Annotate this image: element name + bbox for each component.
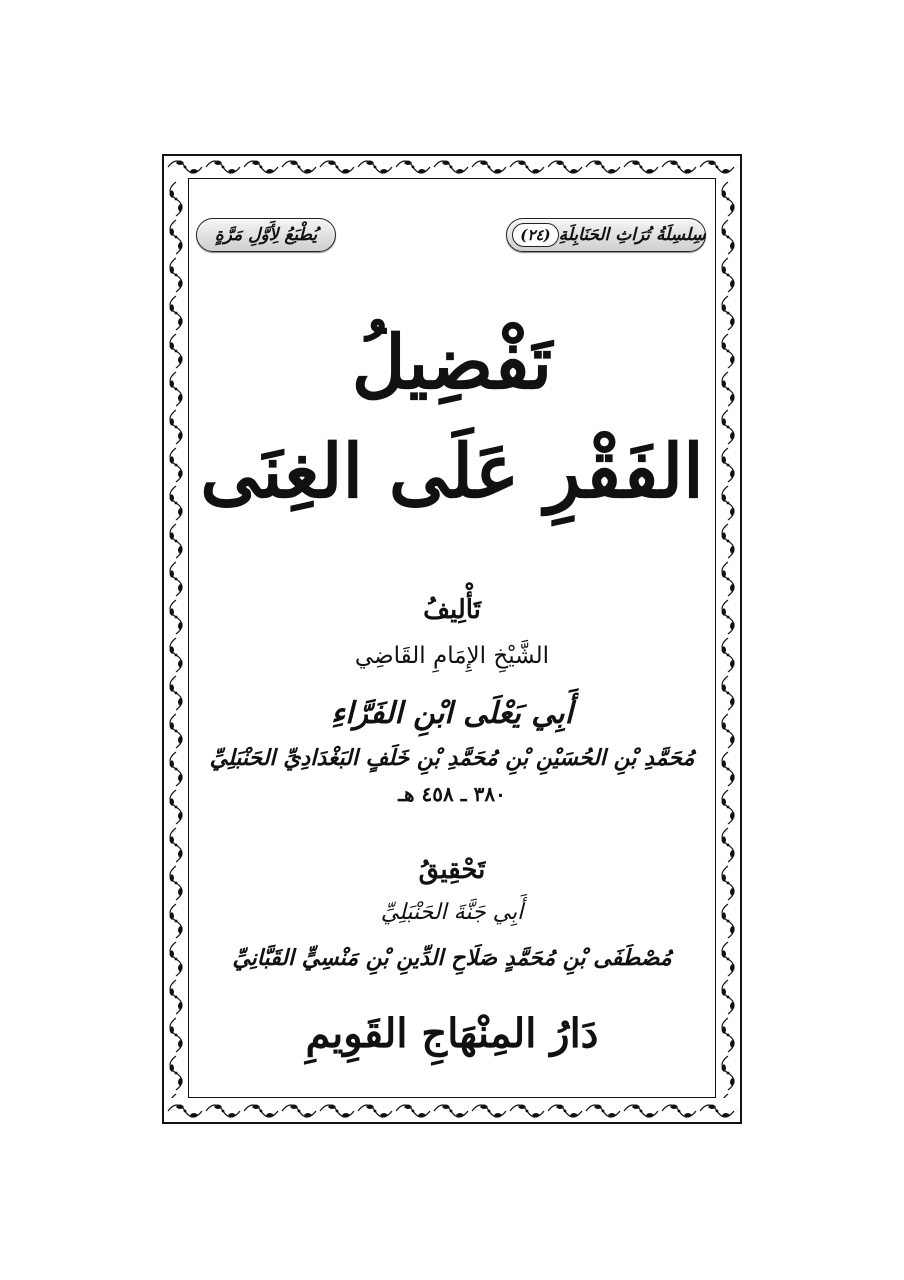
ornament-border-right <box>717 180 739 1098</box>
publisher-name: دَارُ المِنْهَاجِ القَوِيمِ <box>305 1010 599 1057</box>
editor-kunya: أَبِي جَنَّةَ الحَنْبَلِيِّ <box>380 900 524 925</box>
author-honorific: الشَّيْخِ الإِمَامِ القَاضِي <box>354 643 550 669</box>
first-print-badge <box>196 218 336 252</box>
editor-name: مُصْطَفَى بْنِ مُحَمَّدٍ صَلَاحِ الدِّينِ بْنِ مَنْسِيٍّ القَبَّانِيِّ <box>232 945 672 971</box>
authorship-label: تَأْلِيفُ <box>423 595 481 625</box>
author-name: أَبِي يَعْلَى ابْنِ الفَرَّاءِ <box>331 696 573 731</box>
author-years: ٣٨٠ ـ ٤٥٨ هـ <box>398 782 506 806</box>
book-title-line-2: الفَقْرِ عَلَى الغِنَى <box>200 429 704 515</box>
editor-label: تَحْقِيقُ <box>418 855 486 885</box>
series-label: سِلسِلَةُ تُرَاثِ الحَنَابِلَةِ <box>558 225 706 245</box>
book-title-line-1: تَفْضِيلُ <box>351 320 553 406</box>
leaf-scroll-ornament-icon <box>717 180 739 1098</box>
leaf-scroll-ornament-icon <box>166 157 738 177</box>
ornament-border-left <box>165 180 187 1098</box>
ornament-border-top <box>166 157 738 177</box>
author-full-name: مُحَمَّدِ بْنِ الحُسَيْنِ بْنِ مُحَمَّدِ بْنِ خَلَفٍ البَغْدَادِيِّ الحَنْبَلِيِّ <box>209 745 695 771</box>
series-number: (٢٤) <box>512 223 558 247</box>
first-print-label: يُطْبَعُ لِأَوَّلِ مَرَّةٍ <box>214 225 318 245</box>
leaf-scroll-ornament-icon <box>166 1101 738 1121</box>
series-badge <box>506 218 706 252</box>
leaf-scroll-ornament-icon <box>165 180 187 1098</box>
ornament-border-bottom <box>166 1101 738 1121</box>
